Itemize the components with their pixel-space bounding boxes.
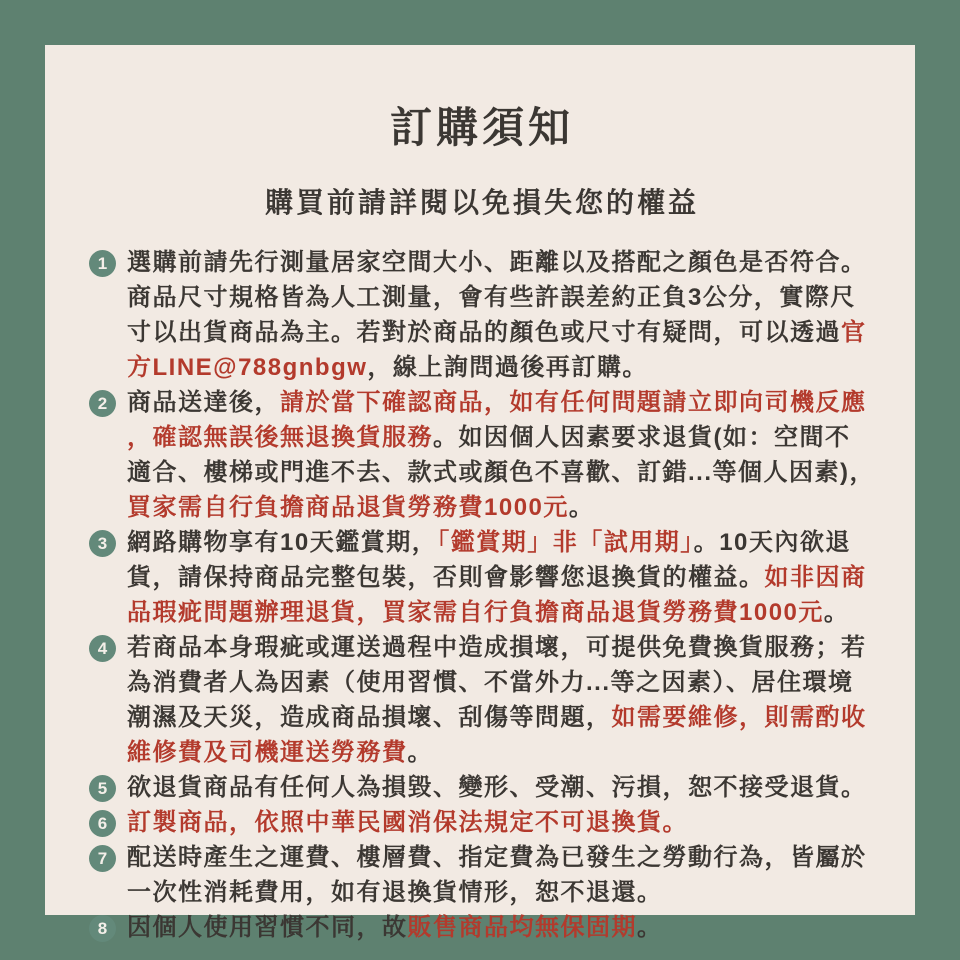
notice-item	[89, 770, 875, 805]
page-title: 訂購須知	[389, 104, 574, 151]
notice-item	[89, 630, 875, 770]
body-text: 欲退貨商品有任何人為損毀、變形、受潮、污損，恕不接受退貨。	[127, 774, 867, 801]
highlighted-text: 「鑑賞期」非「試用期」	[437, 529, 694, 556]
item-number-badge: 2	[89, 390, 116, 417]
item-text	[127, 630, 875, 770]
highlighted-text: 訂製商品，依照中華民國消保法規定不可退換貨。	[127, 809, 688, 836]
body-text: 。	[637, 914, 663, 941]
notice-item	[89, 525, 875, 630]
item-number-badge: 6	[89, 810, 116, 837]
item-text	[127, 805, 875, 840]
item-text	[127, 525, 875, 630]
highlighted-text: 官方LINE@788gnbgw	[127, 319, 867, 381]
notice-panel	[45, 45, 915, 941]
notice-item	[89, 805, 875, 840]
item-text	[127, 770, 875, 805]
highlighted-text: 如非因商品瑕疵問題辦理退貨，買家需自行負擔商品退貨勞務費1000元	[127, 564, 867, 626]
body-text: 。10天內欲退貨，請保持商品完整包裝，否則會影響您退換貨的權益。	[127, 529, 851, 591]
body-text: 。	[407, 739, 433, 766]
item-number-badge: 3	[89, 530, 116, 557]
highlighted-text: 買家需自行負擔商品退貨勞務費1000元	[127, 494, 569, 521]
body-text: 。如因個人因素要求退貨(如：空間不適合、樓梯或門進不去、款式或顏色不喜歡、訂錯...等個人因素)，	[127, 424, 875, 486]
notice-list	[89, 245, 875, 945]
notice-item	[89, 385, 875, 525]
highlighted-text: 販售商品均無保固期	[407, 914, 637, 941]
item-text	[127, 385, 875, 525]
body-text: 配送時產生之運費、樓層費、指定費為已發生之勞動行為，皆屬於一次性消耗費用，如有退換貨情形，恕不退還。	[127, 844, 867, 906]
item-text	[127, 840, 875, 910]
notice-item	[89, 840, 875, 910]
body-text: 因個人使用習慣不同，故	[127, 914, 408, 941]
body-text: 網路購物享有10天鑑賞期，	[127, 529, 438, 556]
item-number-badge: 7	[89, 845, 116, 872]
notice-item	[89, 910, 875, 945]
highlighted-text: 請於當下確認商品，如有任何問題請立即向司機反應，確認無誤後無退換貨服務	[127, 389, 867, 451]
body-text: 。	[568, 494, 595, 521]
highlighted-text: 如需要維修，則需酌收維修費及司機運送勞務費	[127, 704, 867, 766]
item-number-badge: 8	[89, 915, 116, 942]
item-text	[127, 245, 875, 385]
item-number-badge: 4	[89, 635, 116, 662]
body-text: 若商品本身瑕疵或運送過程中造成損壞，可提供免費換貨服務；若為消費者人為因素（使用習慣、不當外力...等之因素）、居住環境潮濕及天災，造成商品損壞、刮傷等問題，	[127, 634, 867, 731]
item-number-badge: 1	[89, 250, 116, 277]
item-number-badge: 5	[89, 775, 116, 802]
body-text: 。	[823, 599, 850, 626]
body-text: 商品送達後，	[127, 389, 280, 416]
body-text: ，線上詢問過後再訂購。	[367, 354, 648, 381]
page-subtitle: 購買前請詳閱以免損失您的權益	[264, 187, 699, 218]
notice-item	[89, 245, 875, 385]
body-text: 選購前請先行測量居家空間大小、距離以及搭配之顏色是否符合。商品尺寸規格皆為人工測量，會有些許誤差約正負3公分，實際尺寸以出貨商品為主。若對於商品的顏色或尺寸有疑問，可以透過	[127, 249, 867, 346]
item-text	[127, 910, 875, 945]
